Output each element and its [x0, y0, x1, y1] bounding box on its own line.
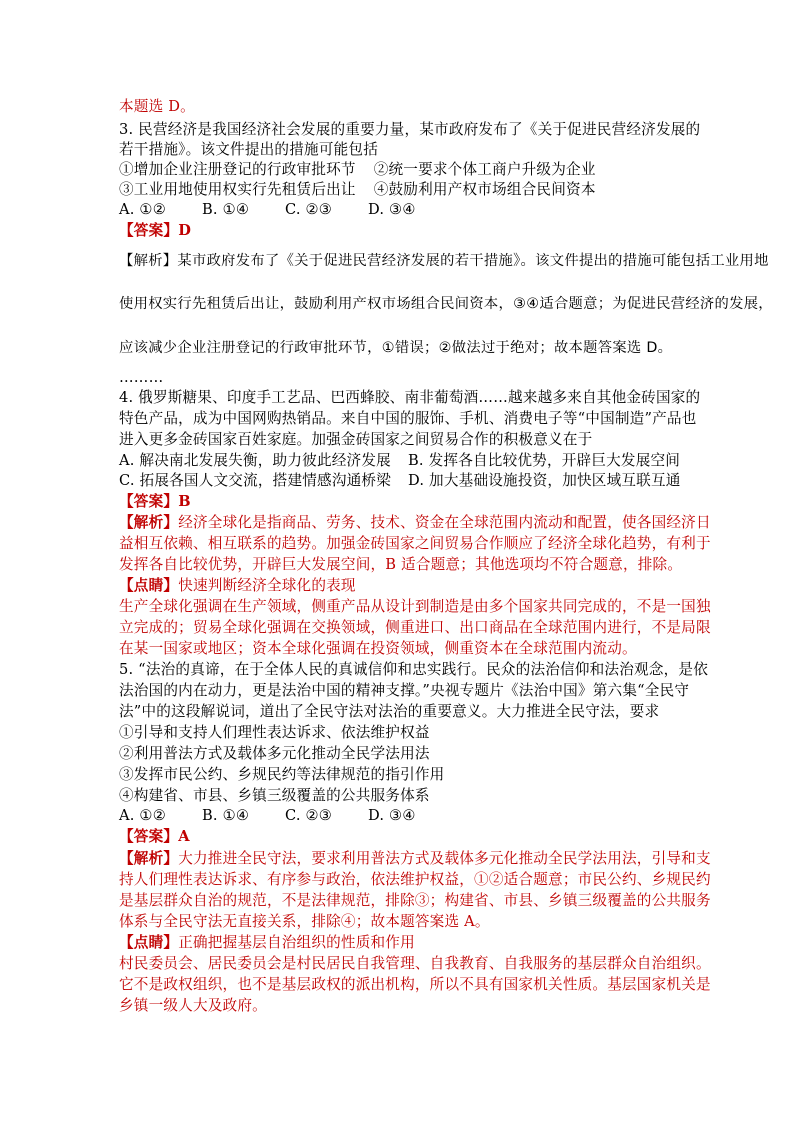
- q4-analysis-line3: 发挥各自比较优势，开辟巨大发展空间，B 适合题意；其他选项均不符合题意，排除。: [119, 556, 683, 573]
- q3-analysis-line3: 应该减少企业注册登记的行政审批环节，①错误；②做法过于绝对；故本题答案选 D。: [119, 340, 673, 356]
- q5-answer: [119, 828, 190, 846]
- q5-choice-d: D. ③④: [368, 807, 416, 824]
- q3-items-row2: [119, 181, 596, 199]
- q3-stem-line2: 若干措施》。该文件提出的措施可能包括: [119, 141, 378, 158]
- q5-tip-line2: 它不是政权组织，也不是基层政权的派出机构，所以不具有国家机关性质。基层国家机关是: [119, 976, 711, 993]
- q5-tip-heading: [119, 934, 415, 952]
- q3-answer-label: 【答案】: [119, 222, 179, 239]
- q3-choices: [119, 201, 416, 219]
- q5-analysis-line3: 是基层群众自治的规范，不是法律规范，排除③；构建省、市县、乡镇三级覆盖的公共服务: [119, 892, 711, 909]
- q3-item1: ①增加企业注册登记的行政审批环节: [119, 161, 356, 178]
- q4-option-a: A. 解决南北发展失衡，助力彼此经济发展: [119, 452, 391, 469]
- q4-tip-heading: [119, 577, 356, 595]
- q4-analysis-line2: 益相互依赖、相互联系的趋势。加强金砖国家之间贸易合作顺应了经济全球化趋势，有利于: [119, 535, 711, 552]
- q5-choice-a: A. ①②: [119, 807, 166, 824]
- q4-answer-value: B: [178, 493, 191, 510]
- q3-stem-line1: 3. 民营经济是我国经济社会发展的重要力量，某市政府发布了《关于促进民营经济发展的: [119, 121, 701, 138]
- q4-answer: [119, 493, 191, 511]
- q5-analysis-text1: 大力推进全民守法，要求利用普法方式及载体多元化推动全民学法用法，引导和支: [178, 850, 711, 867]
- q5-analysis-line2: 持人们理性表达诉求、有序参与政治，依法维护权益，①②适合题意；市民公约、乡规民约: [119, 871, 711, 888]
- q4-tip-label: 【点睛】: [119, 577, 179, 594]
- q5-tip-line1: 村民委员会、居民委员会是村民居民自我管理、自我教育、自我服务的基层群众自治组织。: [119, 955, 711, 972]
- q5-choices: [119, 807, 416, 825]
- q5-choice-b: B. ①④: [202, 807, 250, 824]
- q5-answer-label: 【答案】: [119, 828, 179, 845]
- q2-tail: 本题选 D。: [119, 98, 195, 115]
- q5-item2: ②利用普法方式及载体多元化推动全民学法用法: [119, 745, 430, 762]
- q3-item3: ③工业用地使用权实行先租赁后出让: [119, 181, 356, 198]
- q4-stem-line3: 进入更多金砖国家百姓家庭。加强金砖国家之间贸易合作的积极意义在于: [119, 431, 593, 448]
- q3-analysis-line1: 【解析】某市政府发布了《关于促进民营经济发展的若干措施》。该文件提出的措施可能包括工业用地: [119, 253, 769, 269]
- q3-choice-c: C. ②③: [285, 201, 333, 218]
- q5-tip-title: 正确把握基层自治组织的性质和作用: [178, 934, 415, 951]
- q5-tip-label: 【点睛】: [119, 934, 179, 951]
- q5-analysis-line1: [119, 850, 711, 868]
- q5-stem-line2: 法治国的内在动力，更是法治中国的精神支撑。”央视专题片《法治中国》第六集“全民守: [119, 682, 690, 699]
- q3-item2: ②统一要求个体工商户升级为企业: [373, 161, 596, 178]
- q4-analysis-line1: [119, 514, 711, 532]
- q4-stem-line1: 4. 俄罗斯糖果、印度手工艺品、巴西蜂胶、南非葡萄酒……越来越多来自其他金砖国家的: [119, 389, 701, 406]
- q5-item1: ①引导和支持人们理性表达诉求、依法维护权益: [119, 724, 430, 741]
- q4-tip-line2: 立完成的；贸易全球化强调在交换领域，侧重进口、出口商品在全球范围内进行，不是局限: [119, 619, 711, 636]
- q3-analysis-line2: 使用权实行先租赁后出让，鼓励利用产权市场组合民间资本，③④适合题意；为促进民营经济的发展，: [119, 296, 773, 312]
- q4-analysis-label: 【解析】: [119, 514, 179, 531]
- q5-analysis-line4: 体系与全民守法无直接关系，排除④；故本题答案选 A。: [119, 913, 490, 930]
- q4-option-c: C. 拓展各国人文交流，搭建情感沟通桥梁: [119, 472, 392, 489]
- q3-item4: ④鼓励利用产权市场组合民间资本: [373, 181, 596, 198]
- q3-answer-value: D: [178, 222, 192, 239]
- q5-analysis-label: 【解析】: [119, 850, 179, 867]
- q4-tip-line1: 生产全球化强调在生产领域，侧重产品从设计到制造是由多个国家共同完成的，不是一国独: [119, 598, 711, 615]
- q4-stem-line2: 特色产品，成为中国网购热销品。来自中国的服饰、手机、消费电子等“中国制造”产品也: [119, 410, 697, 427]
- q5-item3: ③发挥市民公约、乡规民约等法律规范的指引作用: [119, 766, 445, 783]
- q5-choice-c: C. ②③: [285, 807, 333, 824]
- q5-answer-value: A: [178, 828, 190, 845]
- q4-tip-line3: 在某一国家或地区；资本全球化强调在投资领域，侧重资本在全球范围内流动。: [119, 640, 637, 657]
- q3-choice-b: B. ①④: [202, 201, 250, 218]
- q4-option-d: D. 加大基础设施投资，加快区域互联互通: [408, 472, 681, 489]
- q3-choice-a: A. ①②: [119, 201, 166, 218]
- q4-tip-title: 快速判断经济全球化的表现: [178, 577, 356, 594]
- q3-choice-d: D. ③④: [368, 201, 416, 218]
- q5-stem-line1: 5. “法治的真谛，在于全体人民的真诚信仰和忠实践行。民众的法治信仰和法治观念，是依: [119, 661, 708, 678]
- q4-options-row2: [119, 472, 681, 490]
- q3-items-row1: [119, 161, 596, 179]
- q4-option-b: B. 发挥各自比较优势，开辟巨大发展空间: [408, 452, 681, 469]
- q4-analysis-text1: 经济全球化是指商品、劳务、技术、资金在全球范围内流动和配置，使各国经济日: [178, 514, 711, 531]
- q5-stem-line3: 法”中的这段解说词，道出了全民守法对法治的重要意义。大力推进全民守法，要求: [119, 703, 660, 720]
- q3-ellipsis: ………: [119, 369, 164, 386]
- q4-options-row1: [119, 452, 680, 470]
- q5-item4: ④构建省、市县、乡镇三级覆盖的公共服务体系: [119, 787, 430, 804]
- q5-tip-line3: 乡镇一级人大及政府。: [119, 997, 267, 1014]
- q4-answer-label: 【答案】: [119, 493, 179, 510]
- q3-answer: [119, 222, 191, 240]
